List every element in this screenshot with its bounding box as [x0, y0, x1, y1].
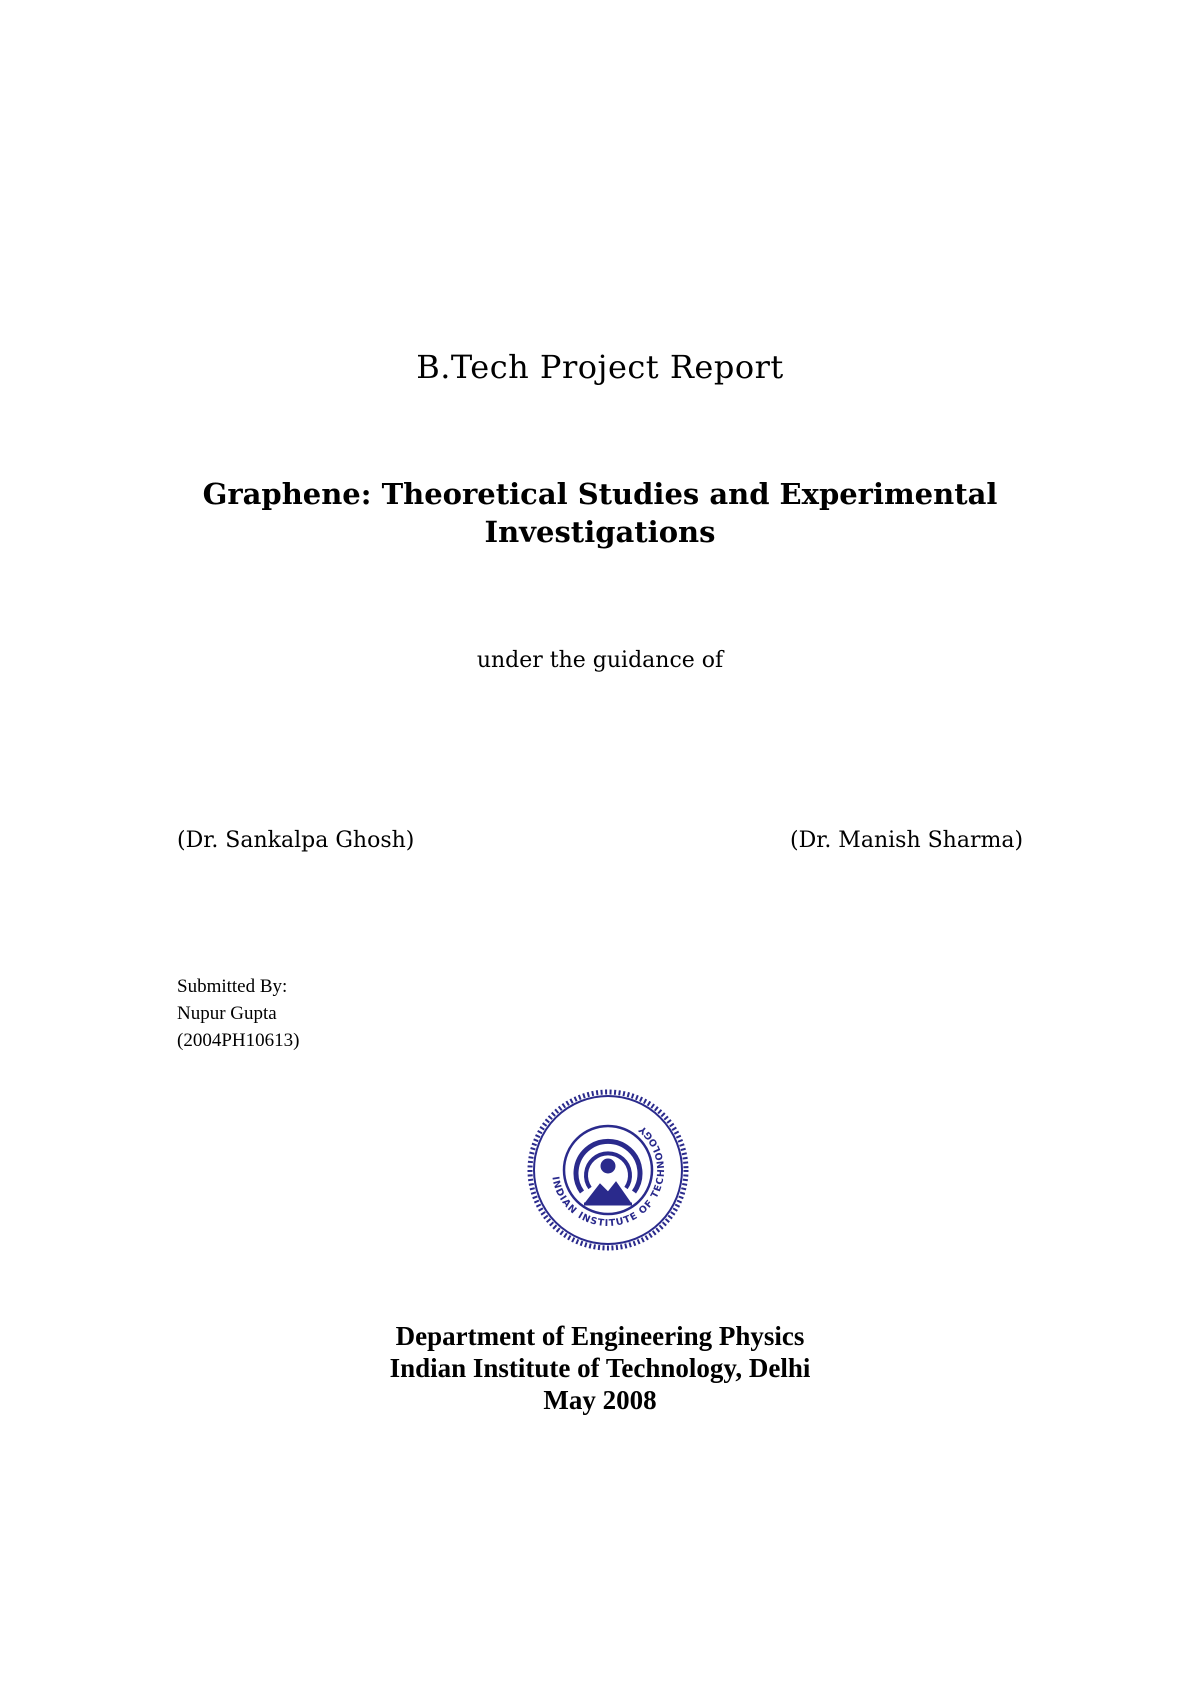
- guide-name-1: (Dr. Sankalpa Ghosh): [177, 828, 415, 853]
- institute-name: Indian Institute of Technology, Delhi: [389, 1353, 811, 1383]
- seal-text: INDIAN INSTITUTE OF TECHNOLOGY: [549, 1122, 668, 1230]
- seal-graphic: [526, 1088, 690, 1252]
- report-subtitle: [0, 475, 1200, 551]
- subtitle-line-1: Graphene: Theoretical Studies and Experimental: [202, 477, 998, 511]
- iit-delhi-seal-logo: [526, 1088, 690, 1252]
- submitted-by-block: [177, 973, 299, 1054]
- submitted-label: Submitted By:: [177, 976, 288, 997]
- guidance-text: under the guidance of: [476, 648, 724, 673]
- subtitle-line-2: Investigations: [484, 515, 716, 549]
- guide-name-2: (Dr. Manish Sharma): [790, 828, 1024, 853]
- student-name: Nupur Gupta: [177, 1003, 277, 1024]
- report-title: B.Tech Project Report: [416, 348, 784, 386]
- footer-block: [0, 1320, 1200, 1416]
- department-name: Department of Engineering Physics: [395, 1321, 805, 1351]
- report-date: May 2008: [543, 1385, 657, 1415]
- student-id: (2004PH10613): [177, 1030, 300, 1051]
